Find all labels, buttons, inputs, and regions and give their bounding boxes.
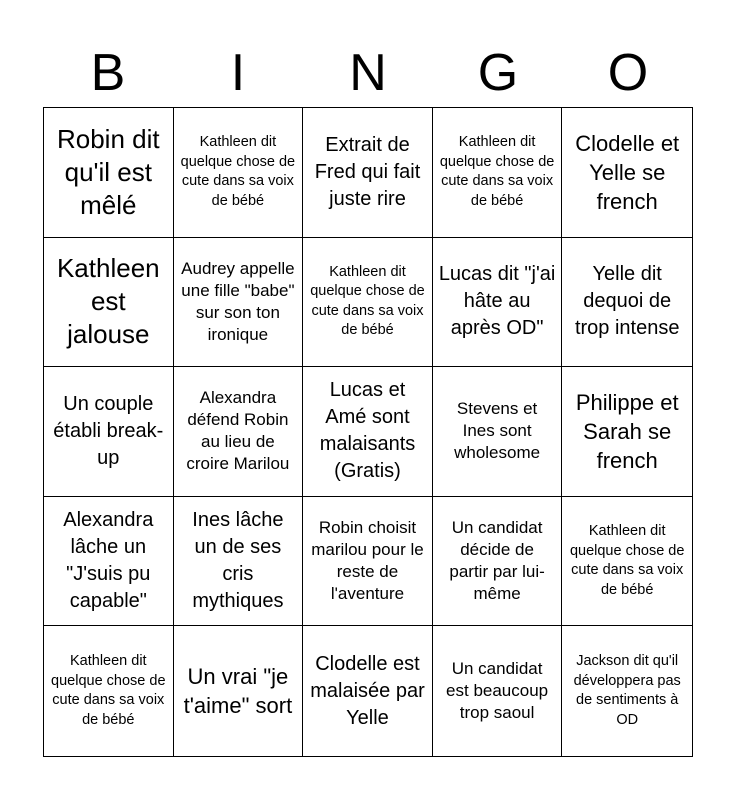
bingo-cell[interactable] xyxy=(562,108,692,238)
cell-text: Lucas et Amé sont malaisants (Gratis) xyxy=(319,379,416,483)
bingo-cell[interactable] xyxy=(174,238,304,368)
bingo-cell[interactable] xyxy=(303,108,433,238)
header-letter-o: O xyxy=(607,44,649,102)
bingo-cell[interactable] xyxy=(44,108,174,238)
bingo-cell[interactable] xyxy=(433,108,563,238)
bingo-cell[interactable] xyxy=(433,497,563,627)
bingo-cell[interactable] xyxy=(44,626,174,756)
cell-text: Kathleen dit quelque chose de cute dans sa voix de bébé xyxy=(439,134,555,209)
bingo-cell[interactable] xyxy=(174,108,304,238)
bingo-cell[interactable] xyxy=(433,367,563,497)
cell-text: Kathleen dit quelque chose de cute dans sa voix de bébé xyxy=(51,653,166,728)
bingo-cell[interactable] xyxy=(303,497,433,627)
bingo-cell[interactable] xyxy=(303,626,433,756)
header-letter-b: B xyxy=(90,44,126,102)
bingo-cell[interactable] xyxy=(562,367,692,497)
bingo-cell[interactable] xyxy=(303,238,433,368)
cell-text: Un candidat décide de partir par lui-même xyxy=(449,518,545,604)
bingo-cell[interactable] xyxy=(174,367,304,497)
bingo-cell[interactable] xyxy=(433,238,563,368)
cell-text: Yelle dit dequoi de trop intense xyxy=(574,263,680,340)
cell-text: Audrey appelle une fille "babe" sur son ton ironique xyxy=(181,258,295,344)
cell-text: Alexandra défend Robin au lieu de croire Marilou xyxy=(186,388,290,474)
bingo-cell[interactable] xyxy=(174,497,304,627)
bingo-cell[interactable] xyxy=(303,367,433,497)
bingo-cell[interactable] xyxy=(174,626,304,756)
cell-text: Alexandra lâche un "J'suis pu capable" xyxy=(63,509,154,613)
bingo-cell[interactable] xyxy=(562,626,692,756)
bingo-cell[interactable] xyxy=(433,626,563,756)
cell-text: Kathleen dit quelque chose de cute dans sa voix de bébé xyxy=(310,263,425,339)
cell-text: Un candidat est beaucoup trop saoul xyxy=(446,659,549,723)
header-letter-i: I xyxy=(230,44,246,102)
bingo-board xyxy=(43,107,693,757)
cell-text: Ines lâche un de ses cris mythiques xyxy=(192,509,284,613)
cell-text: Extrait de Fred qui fait juste rire xyxy=(314,133,421,210)
cell-text: Robin dit qu'il est mêlé xyxy=(56,123,160,220)
cell-text: Clodelle est malaisée par Yelle xyxy=(310,652,425,729)
cell-text: Lucas dit "j'ai hâte au après OD" xyxy=(438,263,556,340)
cell-text: Kathleen est jalouse xyxy=(56,253,160,350)
cell-text: Un vrai "je t'aime" sort xyxy=(183,664,293,719)
header-letter-g: G xyxy=(477,44,519,102)
cell-text: Clodelle et Yelle se french xyxy=(575,130,680,214)
cell-text: Kathleen dit quelque chose de cute dans sa voix de bébé xyxy=(569,523,685,598)
bingo-cell[interactable] xyxy=(44,238,174,368)
bingo-header xyxy=(43,40,693,106)
cell-text: Stevens et Ines sont wholesome xyxy=(454,399,541,463)
bingo-cell[interactable] xyxy=(562,497,692,627)
cell-text: Kathleen dit quelque chose de cute dans sa voix de bébé xyxy=(180,134,296,209)
bingo-cell[interactable] xyxy=(44,497,174,627)
bingo-cell[interactable] xyxy=(44,367,174,497)
cell-text: Un couple établi break-up xyxy=(53,392,164,469)
bingo-cell[interactable] xyxy=(562,238,692,368)
header-letter-n: N xyxy=(349,44,387,102)
cell-text: Jackson dit qu'il développera pas de sentiments à OD xyxy=(573,653,681,728)
cell-text: Robin choisit marilou pour le reste de l'aventure xyxy=(311,518,424,604)
cell-text: Philippe et Sarah se french xyxy=(575,389,679,473)
